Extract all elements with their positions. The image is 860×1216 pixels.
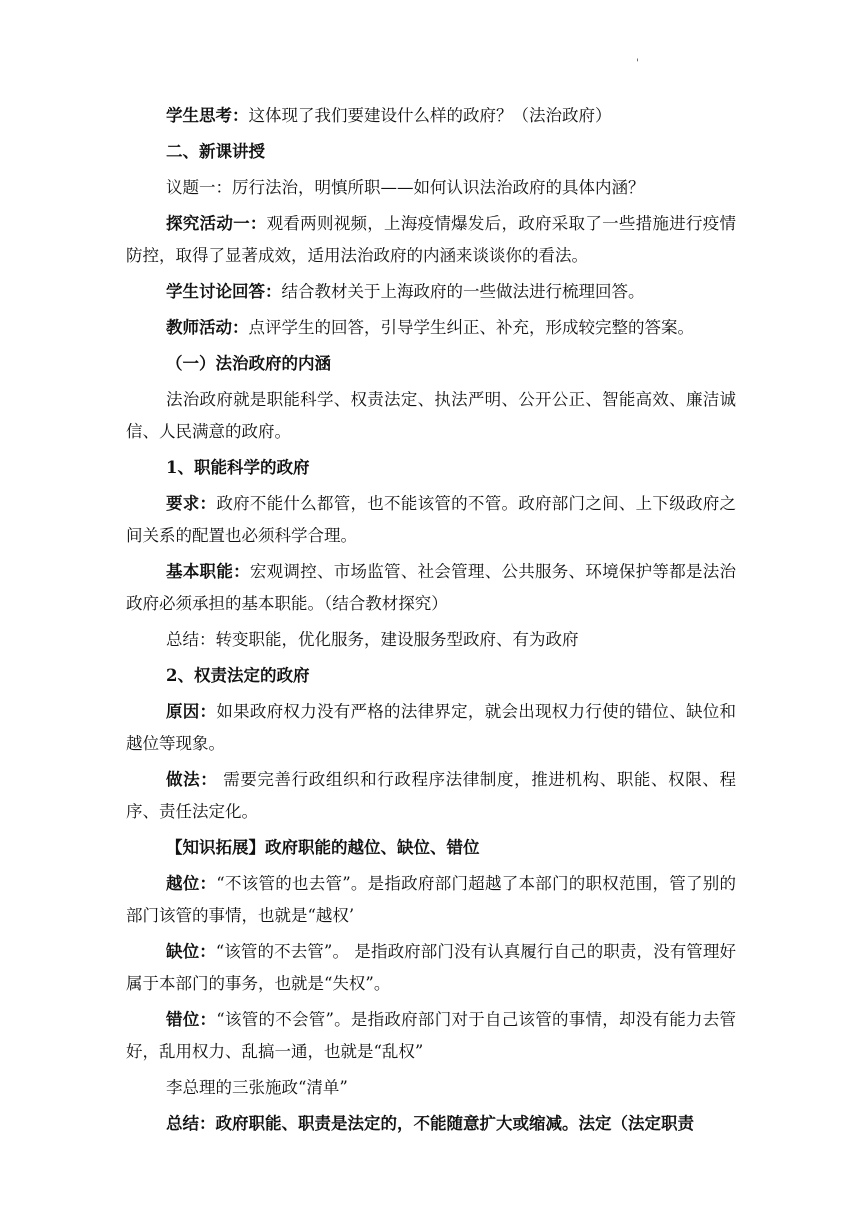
paragraph-lead: 错位： xyxy=(166,1010,217,1029)
paragraph xyxy=(126,660,736,692)
paragraph-lead: 基本职能： xyxy=(166,562,250,581)
paragraph xyxy=(126,1072,736,1104)
paragraph xyxy=(126,556,736,620)
paragraph-text: 议题一：厉行法治，明慎所职——如何认识法治政府的具体内涵？ xyxy=(166,178,645,197)
paragraph xyxy=(126,936,736,1000)
paragraph xyxy=(126,452,736,484)
paragraph xyxy=(126,868,736,932)
paragraph-lead: 2、权责法定的政府 xyxy=(166,666,310,685)
paragraph xyxy=(126,384,736,448)
paragraph xyxy=(126,348,736,380)
paragraph-text: 政府不能什么都管，也不能该管的不管。政府部门之间、上下级政府之间关系的配置也必须科学合理。 xyxy=(126,494,737,545)
paragraph-text: 李总理的三张施政“清单” xyxy=(166,1078,348,1097)
paragraph xyxy=(126,136,736,168)
paragraph xyxy=(126,832,736,864)
paragraph-text: 观看两则视频，上海疫情爆发后，政府采取了一些措施进行疫情防控，取得了显著成效，适用法治政府的内涵来谈谈你的看法。 xyxy=(126,214,737,265)
paragraph-text: 如果政府权力没有严格的法律界定，就会出现权力行使的错位、缺位和越位等现象。 xyxy=(126,702,737,753)
paragraph-lead: 学生思考： xyxy=(166,106,249,125)
paragraph xyxy=(126,696,736,760)
document-body xyxy=(126,100,736,1144)
paragraph-lead: 原因： xyxy=(166,702,217,721)
paragraph xyxy=(126,100,736,132)
paragraph-lead: 要求： xyxy=(166,494,217,513)
paragraph-lead: （一）法治政府的内涵 xyxy=(166,354,331,373)
paragraph-lead: 探究活动一： xyxy=(166,214,267,233)
paragraph xyxy=(126,488,736,552)
paragraph-lead: 学生讨论回答： xyxy=(166,282,282,301)
paragraph xyxy=(126,208,736,272)
paragraph-text: 法治政府就是职能科学、权责法定、执法严明、公开公正、智能高效、廉洁诚信、人民满意的政府。 xyxy=(126,390,736,441)
paragraph-text: 这体现了我们要建设什么样的政府？（法治政府） xyxy=(248,106,612,125)
paragraph-text: 结合教材关于上海政府的一些做法进行梳理回答。 xyxy=(281,282,645,301)
paragraph xyxy=(126,312,736,344)
paragraph-text: 总结：转变职能，优化服务，建设服务型政府、有为政府 xyxy=(166,630,579,649)
paragraph-lead: 教师活动： xyxy=(166,318,249,337)
paragraph xyxy=(126,624,736,656)
paragraph-text: “该管的不去管”。 是指政府部门没有认真履行自己的职责，没有管理好属于本部门的事务，也就是“失权”。 xyxy=(126,942,736,993)
paragraph-text: 宏观调控、市场监管、社会管理、公共服务、环境保护等都是法治政府必须承担的基本职能。（结合教材探究） xyxy=(126,562,737,613)
paragraph-lead: 做法： xyxy=(166,770,218,789)
paragraph-text: 点评学生的回答，引导学生纠正、补充，形成较完整的答案。 xyxy=(248,318,694,337)
paragraph-text: 需要完善行政组织和行政程序法律制度，推进机构、职能、权限、程序、责任法定化。 xyxy=(126,770,736,821)
paragraph xyxy=(126,1004,736,1068)
paragraph-text: “不该管的也去管”。是指政府部门超越了本部门的职权范围，管了别的部门该管的事情，也就是“越权’ xyxy=(126,874,737,925)
paragraph-lead: 1、职能科学的政府 xyxy=(166,458,310,477)
paragraph-lead: 缺位： xyxy=(166,942,216,961)
paragraph-text: “该管的不会管”。是指政府部门对于自己该管的事情，却没有能力去管好，乱用权力、乱搞一通，也就是“乱权” xyxy=(126,1010,737,1061)
paragraph-lead: 总结：政府职能、职责是法定的，不能随意扩大或缩减。法定（法定职责 xyxy=(166,1114,694,1133)
paragraph xyxy=(126,764,736,828)
page-mark: ' xyxy=(636,58,639,69)
paragraph-lead: 越位： xyxy=(166,874,217,893)
paragraph-lead: 二、新课讲授 xyxy=(166,142,265,161)
paragraph xyxy=(126,172,736,204)
paragraph xyxy=(126,1108,736,1140)
paragraph-lead: 【知识拓展】政府职能的越位、缺位、错位 xyxy=(166,838,480,857)
paragraph xyxy=(126,276,736,308)
